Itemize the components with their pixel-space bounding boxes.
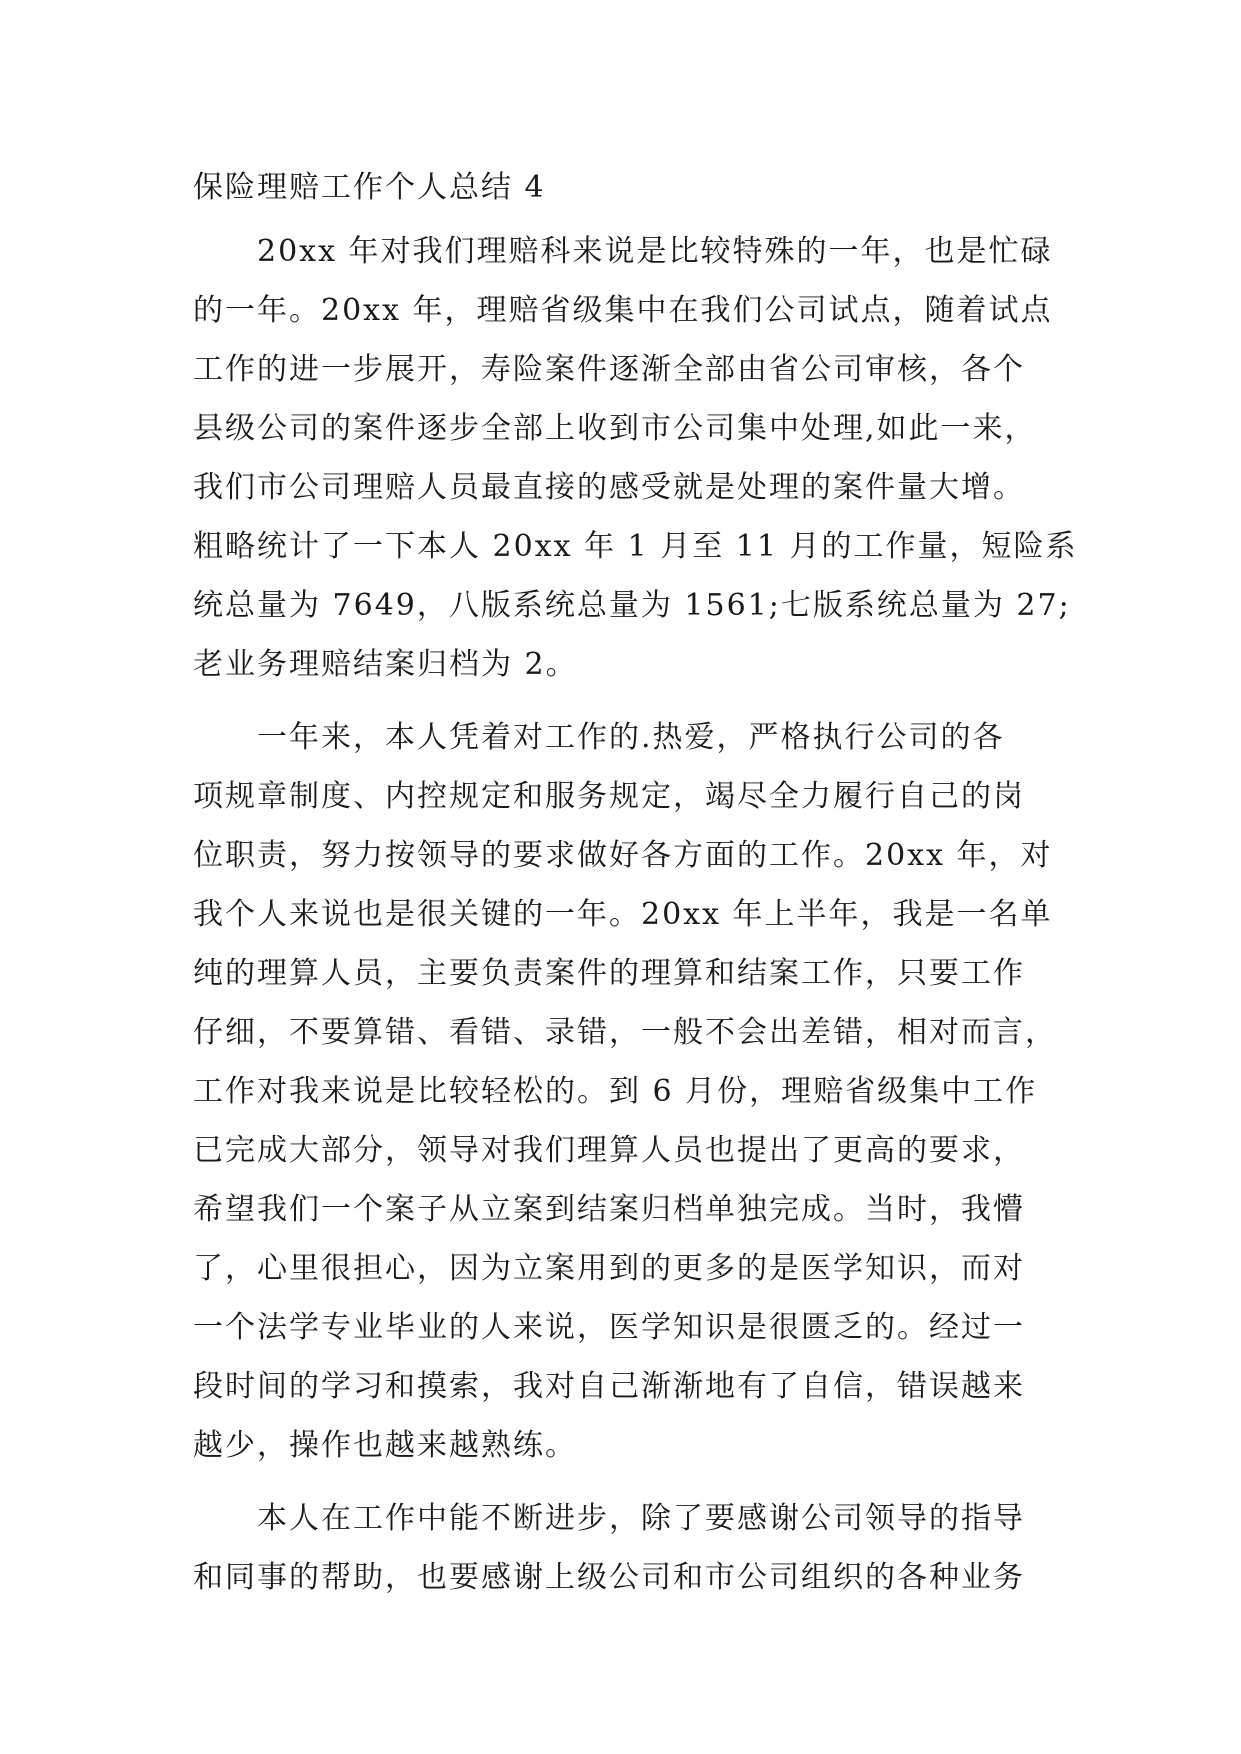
document-title: 保险理赔工作个人总结 4 (193, 170, 546, 205)
text-line: 我们市公司理赔人员最直接的感受就是处理的案件量大增。 (193, 470, 1025, 505)
text-line: 和同事的帮助，也要感谢上级公司和市公司组织的各种业务 (193, 1560, 1025, 1595)
text-line: 的一年。20xx 年，理赔省级集中在我们公司试点，随着试点 (193, 293, 1053, 328)
text-line: 县级公司的案件逐步全部上收到市公司集中处理,如此一来， (193, 411, 1037, 446)
text-line: 仔细，不要算错、看错、录错，一般不会出差错，相对而言， (193, 1015, 1057, 1050)
text-line: 统总量为 7649，八版系统总量为 1561;七版系统总量为 27; (193, 588, 1071, 623)
text-line: 本人在工作中能不断进步，除了要感谢公司领导的指导 (257, 1501, 1025, 1536)
text-line: 越少，操作也越来越熟练。 (193, 1428, 577, 1463)
text-line: 一个法学专业毕业的人来说，医学知识是很匮乏的。经过一 (193, 1310, 1025, 1345)
text-line: 纯的理算人员，主要负责案件的理算和结案工作，只要工作 (193, 956, 1025, 991)
paragraph-3 (193, 1489, 1073, 1607)
text-line: 老业务理赔结案归档为 2。 (193, 647, 578, 682)
paragraph-2 (193, 708, 1073, 1475)
paragraph-1 (193, 222, 1078, 694)
text-line: 工作的进一步展开，寿险案件逐渐全部由省公司审核，各个 (193, 352, 1025, 387)
text-line: 我个人来说也是很关键的一年。20xx 年上半年，我是一名单 (193, 897, 1053, 932)
text-line: 20xx 年对我们理赔科来说是比较特殊的一年，也是忙碌 (257, 234, 1053, 269)
text-line: 希望我们一个案子从立案到结案归档单独完成。当时，我懵 (193, 1192, 1025, 1227)
document-body (193, 168, 1078, 1621)
text-line: 一年来，本人凭着对工作的.热爱，严格执行公司的各 (257, 720, 1005, 755)
text-line: 已完成大部分，领导对我们理算人员也提出了更高的要求， (193, 1133, 1025, 1168)
text-line: 项规章制度、内控规定和服务规定，竭尽全力履行自己的岗 (193, 779, 1025, 814)
text-line: 位职责，努力按领导的要求做好各方面的工作。20xx 年，对 (193, 838, 1053, 873)
text-line: 段时间的学习和摸索，我对自己渐渐地有了自信，错误越来 (193, 1369, 1025, 1404)
text-line: 工作对我来说是比较轻松的。到 6 月份，理赔省级集中工作 (193, 1074, 1038, 1109)
text-line: 了，心里很担心，因为立案用到的更多的是医学知识，而对 (193, 1251, 1025, 1286)
text-line: 粗略统计了一下本人 20xx 年 1 月至 11 月的工作量，短险系 (193, 529, 1078, 564)
